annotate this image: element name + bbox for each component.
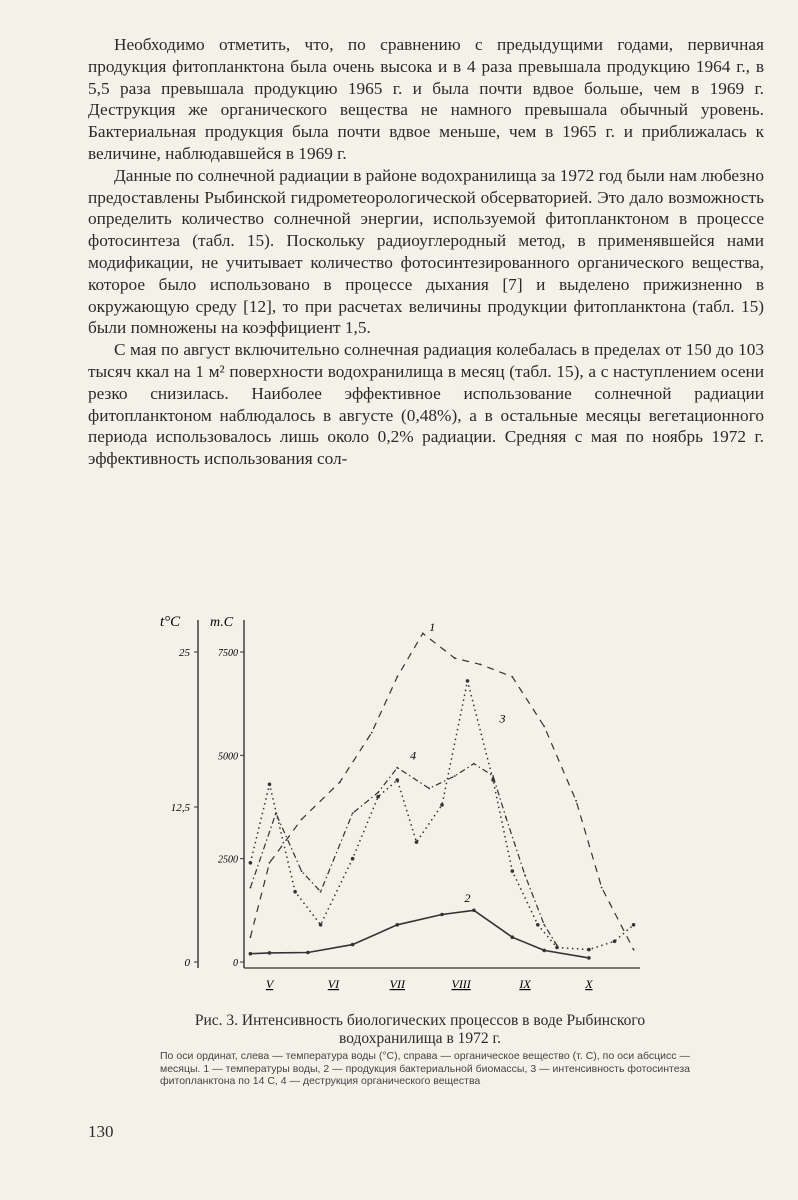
series-1-point (396, 676, 398, 678)
series-2-point (587, 956, 591, 960)
series-1-point (479, 664, 481, 666)
series-3-point (319, 923, 323, 927)
series-4-point (396, 767, 398, 769)
right-tick-label: 5000 (218, 751, 238, 763)
series-3-point (268, 783, 272, 787)
x-tick-label: X (585, 977, 593, 991)
series-1-point (575, 800, 577, 802)
right-tick-label: 2500 (218, 854, 238, 866)
series-2-point (542, 949, 546, 953)
series-1-point (371, 732, 373, 734)
series-3-point (511, 869, 515, 873)
series-2-point (249, 952, 253, 956)
series-4-point (377, 792, 379, 794)
paragraph-2: Данные по солнечной радиации в районе водохранилища за 1972 год были нам любезно предоставлены Рыбинской гидрометеорологической обсерваторией. Это дало возможность определить количество солнечной энергии, используемой фитопланктоном в процессе фотосинтеза (табл. 15). Поскольку радиоуглеродный метод, в применявшейся нами модификации, не учитывает количество фотосинтезированного органического вещества, которое было использовано в процессе дыхания [7] и выделено прижизненно в окружающую среду [12], то при расчетах величины продукции фитопланктона (табл. 15) были помножены на коэффициент 1,5. (88, 165, 764, 338)
series-2-point (268, 951, 272, 955)
left-tick-label: 25 (179, 647, 190, 659)
series-3-point (632, 923, 636, 927)
series-3-line (250, 681, 633, 950)
curve-label-1: 1 (429, 619, 436, 634)
series-1-point (269, 862, 271, 864)
right-tick-label: 0 (233, 958, 238, 969)
series-4-point (428, 788, 430, 790)
series-3-point (415, 840, 419, 844)
curve-labels (410, 620, 505, 905)
series-1-point (601, 887, 603, 889)
x-tick-label: V (265, 977, 274, 991)
right-tick-label: 7500 (218, 648, 238, 659)
figure-chart (150, 600, 650, 1010)
series-4-point (275, 812, 277, 814)
series-3-point (249, 861, 253, 865)
series-1-point (633, 949, 635, 951)
series-2-point (306, 951, 310, 955)
x-tick-label: VII (389, 977, 405, 991)
left-axis-ticks (171, 647, 198, 969)
left-axis-label: t°C (160, 614, 181, 630)
series-4-point (352, 812, 354, 814)
series-2-point (511, 935, 515, 939)
x-tick-label: IX (519, 977, 531, 991)
chart-series (249, 633, 636, 960)
series-3-point (466, 679, 470, 683)
left-tick-label: 12,5 (170, 802, 190, 814)
curve-label-4: 4 (410, 748, 417, 763)
series-4-point (473, 763, 475, 765)
series-4-point (543, 924, 545, 926)
body-text (88, 34, 764, 470)
series-1-point (422, 633, 424, 635)
series-1-point (250, 936, 252, 938)
series-1-point (339, 781, 341, 783)
curve-label-2: 2 (464, 891, 471, 906)
curve-label-3: 3 (499, 711, 506, 726)
series-3-point (587, 948, 591, 952)
left-tick-label: 0 (184, 957, 190, 969)
series-2-point (472, 909, 476, 913)
series-1-line (250, 633, 633, 949)
series-2-line (250, 910, 589, 958)
series-4-point (250, 887, 252, 889)
series-2-point (396, 923, 400, 927)
series-3-point (293, 890, 297, 894)
series-4-point (320, 891, 322, 893)
series-3-point (351, 857, 355, 861)
series-2-point (351, 943, 355, 947)
right-axis-label: т.C (210, 615, 234, 630)
series-3-point (440, 803, 444, 807)
figure-caption: Рис. 3. Интенсивность биологических процессов в воде Рыбинского водохранилища в 1972 г. (194, 1012, 646, 1047)
series-1-point (511, 676, 513, 678)
x-tick-label: VI (327, 977, 340, 991)
series-4-point (556, 945, 558, 947)
series-1-point (454, 657, 456, 659)
series-1-point (543, 726, 545, 728)
right-axis-ticks (218, 648, 244, 969)
series-4-line (250, 764, 557, 946)
series-4-point (454, 775, 456, 777)
paragraph-3: С мая по август включительно солнечная радиация колебалась в пределах от 150 до 103 тысяч ккал на 1 м² поверхности водохранилища в месяц (табл. 15), а с наступлением осени резко снизилась. Наиболее эффективное использование солнечной радиации фитопланктоном наблюдалось в августе (0,48%), а в остальные месяцы вегетационного периода использовалось лишь около 0,2% радиации. Средняя с мая по ноябрь 1972 г. эффективность использования сол- (88, 340, 764, 469)
series-3-point (396, 778, 400, 782)
series-4-point (301, 870, 303, 872)
series-3-point (613, 940, 617, 944)
series-4-point (492, 775, 494, 777)
series-1-point (301, 819, 303, 821)
paragraph-1: Необходимо отметить, что, по сравнению с предыдущими годами, первичная продукция фитопланктона была очень высока и в 4 раза превышала продукцию 1964 г., в 5,5 раза превышала продукцию 1965 г. и была почти вдвое больше, чем в 1969 г. Деструкция же органического вещества не намного превышала обычный уровень. Бактериальная продукция была почти вдвое меньше, чем в 1965 г. и приближалась к величине, наблюдавшейся в 1969 г. (88, 35, 764, 163)
series-4-point (524, 874, 526, 876)
x-axis-ticks (266, 977, 593, 991)
x-tick-label: VIII (451, 977, 471, 991)
series-3-point (376, 795, 380, 799)
series-4-point (505, 816, 507, 818)
page-number: 130 (88, 1122, 114, 1141)
figure-note: По оси ординат, слева — температура воды (°С), справа — органическое вещество (т. С), по оси абсцисс — месяцы. 1 — температуры воды, 2 — продукция бактериальной биомассы, 3 — интенсивность фотосинтеза фитопланктона по 14 С, 4 — деструкция органического вещества (160, 1050, 690, 1088)
series-2-point (440, 913, 444, 917)
series-3-point (536, 923, 540, 927)
